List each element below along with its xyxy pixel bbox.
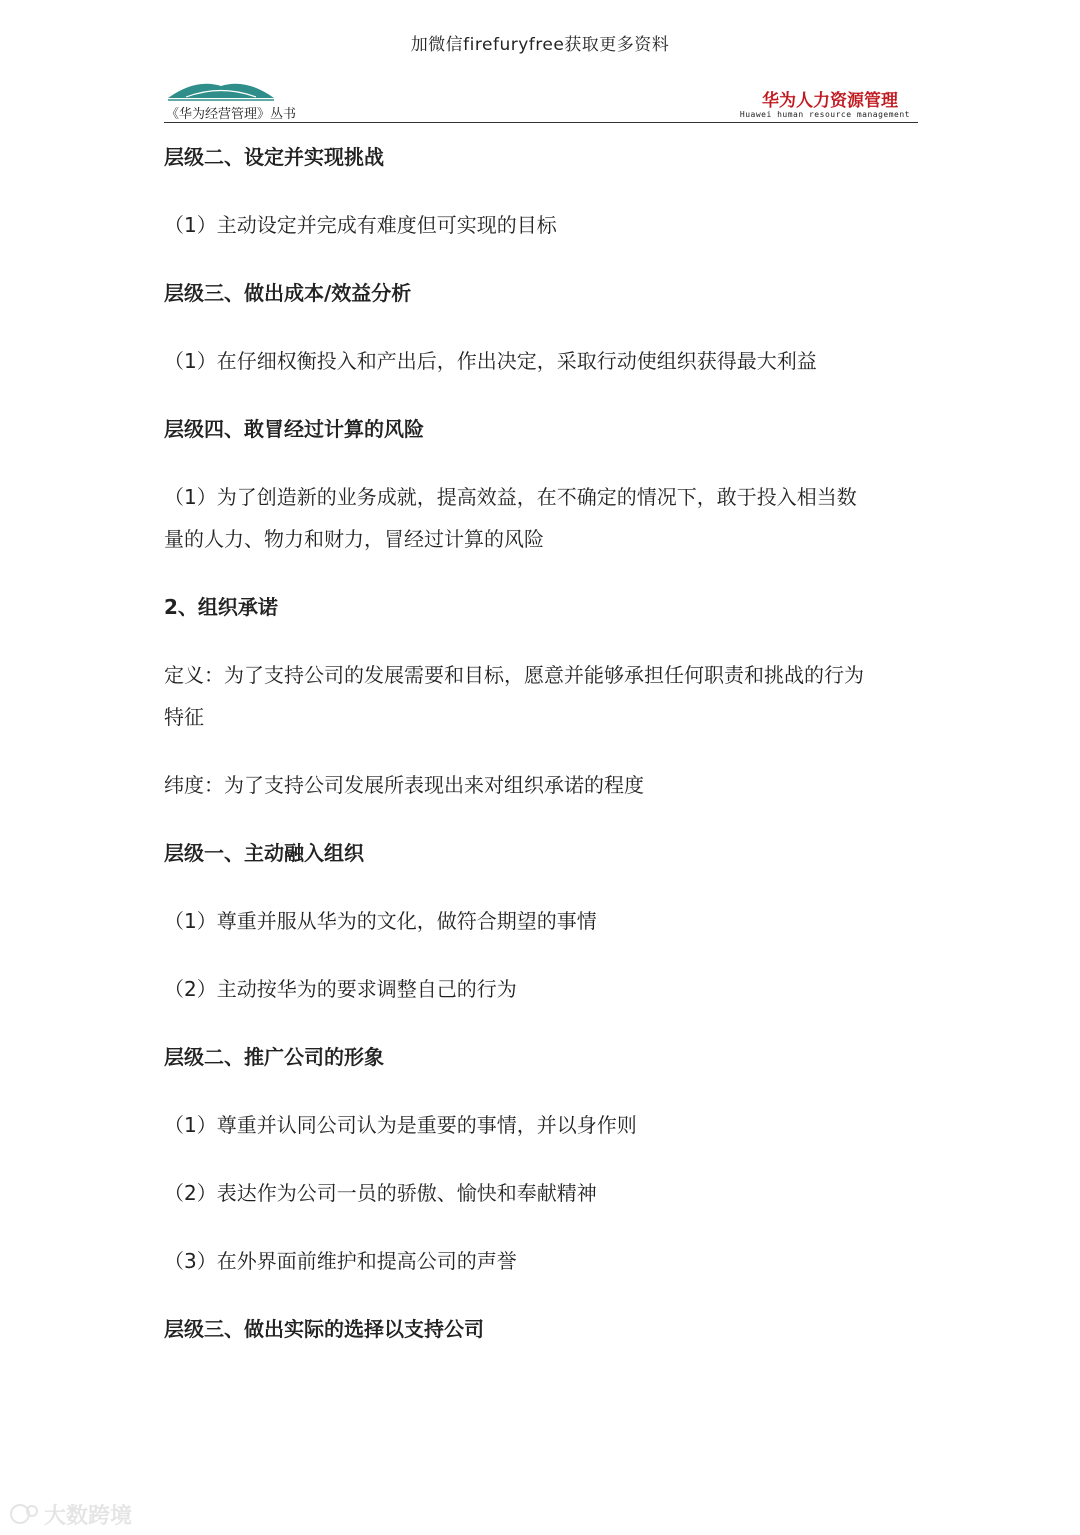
dimension-paragraph: 纬度：为了支持公司发展所表现出来对组织承诺的程度 [164,773,644,797]
mountain-logo-icon [166,80,276,104]
series-title: 《华为经营管理》丛书 [166,107,297,122]
paragraph-continuation: 量的人力、物力和财力，冒经过计算的风险 [164,527,544,551]
watermark-logo-icon [11,1505,37,1523]
paragraph: （1）主动设定并完成有难度但可实现的目标 [164,213,557,237]
watermark-text: 大数跨境 [44,1504,133,1529]
document-body [164,136,920,1350]
section-heading: 层级四、敢冒经过计算的风险 [164,417,424,441]
paragraph: （1）尊重并服从华为的文化，做符合期望的事情 [164,909,597,933]
header-divider [164,122,918,123]
watermark [8,1499,148,1529]
paragraph-continuation: 特征 [164,705,204,729]
definition-paragraph: 定义：为了支持公司的发展需要和目标，愿意并能够承担任何职责和挑战的行为 [164,663,864,687]
section-heading: 层级二、设定并实现挑战 [164,145,384,169]
paragraph: （2）主动按华为的要求调整自己的行为 [164,977,517,1001]
section-heading: 层级三、做出成本/效益分析 [164,281,412,305]
section-heading: 2、组织承诺 [164,595,278,619]
paragraph: （3）在外界面前维护和提高公司的声誉 [164,1249,517,1273]
top-banner: 加微信firefuryfree获取更多资料 [410,35,670,55]
brand-title: 华为人力资源管理 [762,91,898,111]
paragraph: （2）表达作为公司一员的骄傲、愉快和奉献精神 [164,1181,597,1205]
section-heading: 层级一、主动融入组织 [164,841,364,865]
section-heading: 层级三、做出实际的选择以支持公司 [164,1317,484,1341]
paragraph: （1）在仔细权衡投入和产出后，作出决定，采取行动使组织获得最大利益 [164,349,817,373]
brand-subtitle: Huawei human resource management [739,110,910,119]
section-heading: 层级二、推广公司的形象 [164,1045,384,1069]
paragraph: （1）尊重并认同公司认为是重要的事情，并以身作则 [164,1113,637,1137]
paragraph: （1）为了创造新的业务成就，提高效益，在不确定的情况下，敢于投入相当数 [164,485,857,509]
